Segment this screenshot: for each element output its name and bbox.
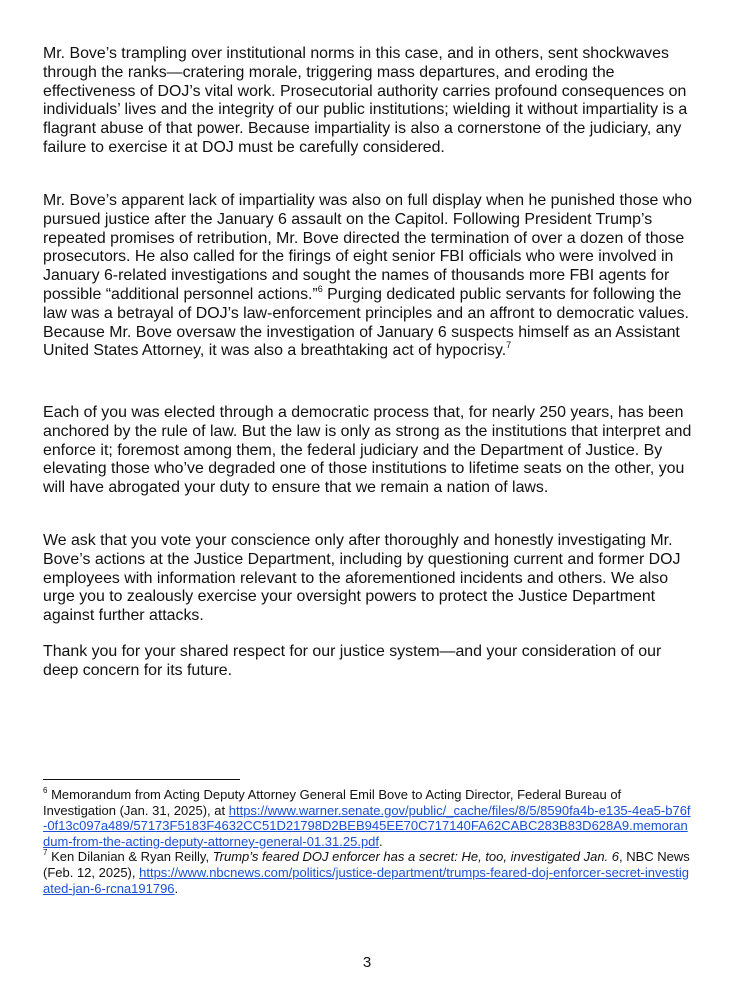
paragraph-2 <box>43 192 693 361</box>
paragraph-1-text: Mr. Bove’s trampling over institutional norms in this case, and in others, sent shockwaves through the ranks—cratering morale, triggering mass departures, and eroding the effectiveness of DOJ’s vital work. Prosecutorial authority carries profound consequences on individuals’ lives and the integrity of our public institutions; wielding it without impartiality is a flagrant abuse of that power. Because impartiality is also a cornerstone of the judiciary, any failure to exercise it at DOJ must be carefully considered. <box>43 45 688 156</box>
footnote-divider <box>43 779 240 780</box>
footnote-7-after: . <box>174 880 179 896</box>
paragraph-5-text: Thank you for your shared respect for our justice system—and your consideration of our deep concern for its future. <box>43 643 662 679</box>
paragraph-2-text-a: Mr. Bove’s apparent lack of impartiality was also on full display when he punished those who pursued justice after the January 6 assault on the Capitol. Following President Trump’s repeated promises of retribution, Mr. Bove directed the termination of over a dozen of those prosecutors. He also called for the firings of eight senior FBI officials who were involved in January 6-related investigations and sought the names of thousands more FBI agents for possible “additional personnel actions.” <box>43 192 692 303</box>
footnote-6-after: . <box>379 833 383 849</box>
footnote-6-number: 6 <box>43 785 48 795</box>
footnotes <box>43 787 693 896</box>
footnote-7-number: 7 <box>43 848 48 858</box>
page-number: 3 <box>362 954 372 971</box>
footnote-7-author: Ken Dilanian & Ryan Reilly, <box>47 849 213 865</box>
footnote-ref-6[interactable]: 6 <box>317 283 323 294</box>
footnote-7-title: Trump’s feared DOJ enforcer has a secret: He, too, investigated Jan. 6 <box>212 849 620 865</box>
paragraph-2-text-b: Purging dedicated public servants for following the law was a betrayal of DOJ’s law-enforcement principles and an affront to democratic values. Because Mr. Bove oversaw the investigation of January 6 suspects himself as an Assistant United States Attorney, it was also a breathtaking act of hypocrisy. <box>43 285 689 360</box>
paragraph-2-text <box>43 192 693 361</box>
footnote-7 <box>43 849 693 896</box>
footnote-ref-7[interactable]: 7 <box>506 340 512 351</box>
paragraph-3-text: Each of you was elected through a democratic process that, for nearly 250 years, has been anchored by the rule of law. But the law is only as strong as the institutions that interpret and enforce it; foremost among them, the federal judiciary and the Department of Justice. By elevating those who’ve degraded one of those institutions to lifetime seats on the other, you will have abrogated your duty to ensure that we remain a nation of laws. <box>43 404 692 497</box>
paragraph-4 <box>43 532 693 626</box>
footnote-6-text: Memorandum from Acting Deputy Attorney General Emil Bove to Acting Director, Federal Bureau of Investigation (Jan. 31, 2025), at <box>43 787 622 818</box>
paragraph-5 <box>43 643 693 681</box>
paragraph-4-text: We ask that you vote your conscience only after thoroughly and honestly investigating Mr. Bove’s actions at the Justice Department, including by questioning current and former DOJ employees with information relevant to the aforementioned incidents and others. We also urge you to zealously exercise your oversight powers to protect the Justice Department against further attacks. <box>43 532 681 625</box>
paragraph-1 <box>43 45 693 158</box>
footnote-7-text: , NBC News (Feb. 12, 2025), <box>43 849 690 880</box>
paragraph-3 <box>43 404 693 498</box>
footnote-7-link[interactable]: https://www.nbcnews.com/politics/justice-department/trumps-feared-doj-enforcer-secret-investigated-jan-6-rcna191796 <box>43 864 689 896</box>
footnote-6 <box>43 787 693 849</box>
footnote-6-link[interactable]: https://www.warner.senate.gov/public/_cache/files/8/5/8590fa4b-e135-4ea5-b76f-0f13c097a489/57173F5183F4632CC51D21798D2BEB945EE70C717140FA62CABC283B83D628A9.memorandum-from-the-acting-deputy-attorney-general-01.31.25.pdf <box>43 802 691 849</box>
